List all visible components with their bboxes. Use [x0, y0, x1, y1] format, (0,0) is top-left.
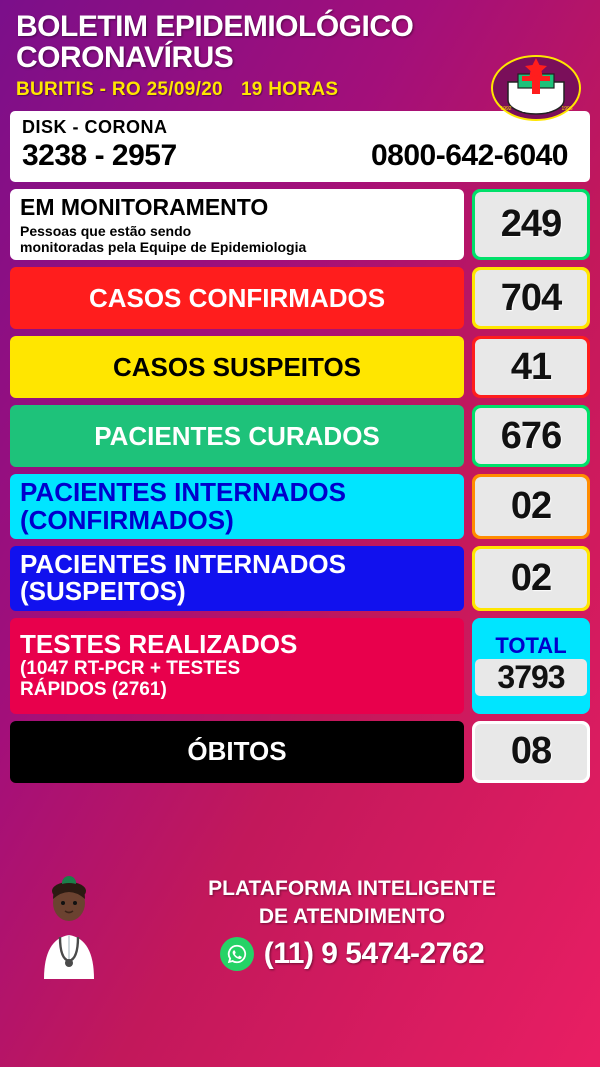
monitoring-title: EM MONITORAMENTO — [20, 194, 269, 221]
stat-value-suspected-frame — [472, 336, 590, 398]
bulletin-time: 19 HORAS — [240, 79, 339, 101]
stat-value-monitoring: 249 — [475, 192, 587, 257]
whatsapp-contact[interactable] — [220, 937, 485, 971]
stat-row-deaths — [10, 721, 590, 783]
stat-label-hospitalized-suspected — [10, 546, 464, 611]
stat-value-recovered-frame — [472, 405, 590, 467]
stat-value-hospitalized-confirmed: 02 — [475, 477, 587, 536]
whatsapp-icon[interactable] — [220, 937, 254, 971]
confirmed-title: CASOS CONFIRMADOS — [88, 282, 386, 313]
hosp-confirmed-title-line2: (CONFIRMADOS) — [20, 504, 234, 535]
disk-phone-tollfree: 0800-642-6040 — [370, 139, 568, 173]
platform-line2: DE ATENDIMENTO — [258, 905, 446, 929]
stat-value-tests-frame — [472, 618, 590, 714]
svg-text:BURITIS: BURITIS — [522, 107, 550, 114]
stat-label-tests — [10, 618, 464, 714]
disk-corona-numbers — [22, 139, 578, 173]
poster-header — [10, 10, 590, 114]
hosp-suspected-title-line1: PACIENTES INTERNADOS — [20, 548, 346, 579]
svg-text:1996: 1996 — [561, 106, 573, 112]
poster-title-line2: CORONAVÍRUS — [16, 40, 234, 74]
deaths-title: ÓBITOS — [187, 735, 287, 766]
stat-row-monitoring — [10, 189, 590, 260]
hosp-confirmed-title-line1: PACIENTES INTERNADOS — [20, 477, 346, 508]
stat-row-confirmed — [10, 267, 590, 329]
stat-label-confirmed — [10, 267, 464, 329]
stat-row-tests — [10, 618, 590, 714]
tests-detail-line1: (1047 RT-PCR + TESTES — [20, 657, 241, 679]
poster-title-line1: BOLETIM EPIDEMIOLÓGICO — [16, 10, 414, 43]
stat-value-recovered: 676 — [475, 408, 587, 464]
stat-value-tests: 3793 — [475, 659, 587, 696]
footer-text-block — [124, 877, 586, 971]
stat-value-deaths: 08 — [475, 724, 587, 780]
stat-value-confirmed-frame — [472, 267, 590, 329]
hosp-suspected-title-line2: (SUSPEITOS) — [20, 576, 186, 607]
suspected-title: CASOS SUSPEITOS — [112, 351, 362, 382]
tests-total-label: TOTAL — [495, 633, 567, 659]
city-crest-icon — [488, 52, 584, 122]
stat-label-recovered — [10, 405, 464, 467]
poster-footer — [10, 792, 590, 1057]
poster-subtitle — [10, 79, 480, 101]
stat-label-suspected — [10, 336, 464, 398]
stat-value-monitoring-frame — [472, 189, 590, 260]
stat-value-confirmed: 704 — [475, 270, 587, 326]
stat-value-hospitalized-confirmed-frame — [472, 474, 590, 539]
stat-label-deaths — [10, 721, 464, 783]
stat-row-recovered — [10, 405, 590, 467]
nurse-illustration-icon — [14, 869, 124, 979]
stat-label-monitoring — [10, 189, 464, 260]
monitoring-subtitle-line2: monitoradas pela Equipe de Epidemiologia — [20, 239, 307, 256]
tests-title: TESTES REALIZADOS — [20, 628, 298, 659]
stat-label-hospitalized-confirmed — [10, 474, 464, 539]
disk-corona-label: DISK - CORONA — [22, 117, 168, 138]
stat-row-hospitalized-suspected — [10, 546, 590, 611]
stat-value-suspected: 41 — [475, 339, 587, 395]
recovered-title: PACIENTES CURADOS — [94, 420, 380, 451]
disk-phone-primary: 3238 - 2957 — [22, 139, 177, 173]
stat-row-hospitalized-confirmed — [10, 474, 590, 539]
stat-value-hospitalized-suspected: 02 — [475, 549, 587, 608]
stat-value-hospitalized-suspected-frame — [472, 546, 590, 611]
tests-detail-line2: RÁPIDOS (2761) — [20, 679, 167, 701]
monitoring-subtitle-line1: Pessoas que estão sendo — [20, 223, 192, 240]
stat-value-deaths-frame — [472, 721, 590, 783]
svg-text:1992: 1992 — [500, 106, 512, 112]
stat-row-suspected — [10, 336, 590, 398]
whatsapp-phone-number[interactable]: (11) 9 5474-2762 — [263, 937, 485, 971]
location-date: BURITIS - RO 25/09/20 — [16, 79, 223, 101]
platform-line1: PLATAFORMA INTELIGENTE — [208, 877, 496, 901]
